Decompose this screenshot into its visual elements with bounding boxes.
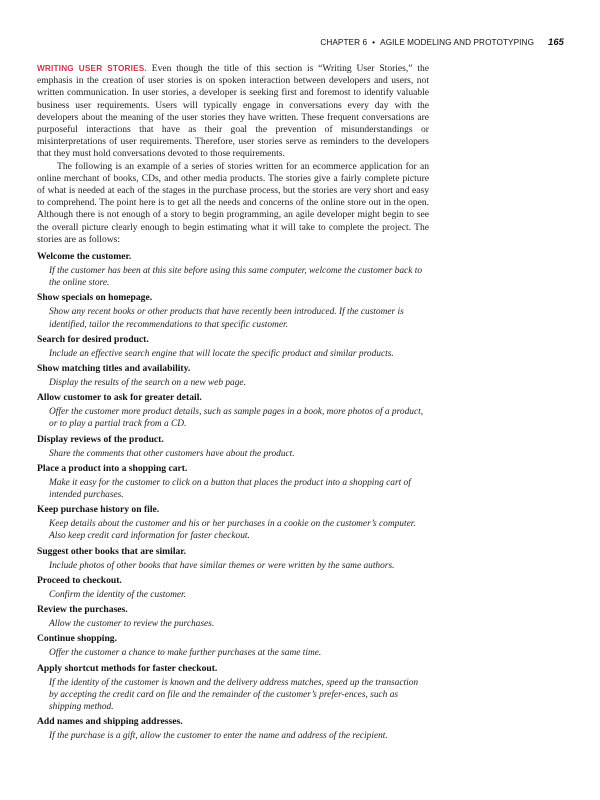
story-title: Proceed to checkout. <box>37 574 122 586</box>
story-description: If the customer has been at this site before using this same computer, welcome the customer back to the online store. <box>49 266 423 289</box>
section-lead-heading: WRITING USER STORIES. <box>37 64 147 73</box>
story-search-product <box>37 334 429 360</box>
story-title: Review the purchases. <box>37 604 128 616</box>
story-greater-detail <box>37 392 429 430</box>
story-description: If the identity of the customer is known and the delivery address matches, speed up the transaction by accepting the credit card on file and the remainder of the customer’s prefer-ences, such as shipping method. <box>49 677 419 712</box>
story-description: Include an effective search engine that will locate the specific product and similar products. <box>49 348 394 359</box>
story-description: Make it easy for the customer to click on a button that places the product into a shopping cart of intended purchases. <box>49 477 411 501</box>
story-description: Share the comments that other customers have about the product. <box>49 448 295 459</box>
user-stories-list <box>37 251 429 742</box>
story-show-specials <box>37 292 429 330</box>
intro-paragraph-1 <box>37 63 429 161</box>
story-title: Place a product into a shopping cart. <box>37 462 188 474</box>
story-description: Display the results of the search on a new web page. <box>49 378 246 389</box>
header-bullet: • <box>372 38 376 47</box>
story-description: Allow the customer to review the purchases. <box>49 619 215 630</box>
story-review-purchases <box>37 604 429 630</box>
story-title: Search for desired product. <box>37 333 149 345</box>
story-description: Keep details about the customer and his or her purchases in a cookie on the customer’s computer. Also keep credit card information for faster checkout. <box>49 519 416 542</box>
story-title: Show matching titles and availability. <box>37 363 191 375</box>
story-show-matching-titles <box>37 363 429 389</box>
story-description: If the purchase is a gift, allow the customer to enter the name and address of the recipient. <box>49 731 388 742</box>
story-title: Apply shortcut methods for faster checkout. <box>37 662 218 674</box>
section-title: AGILE MODELING AND PROTOTYPING <box>380 38 535 47</box>
running-header <box>36 36 564 50</box>
story-title: Welcome the customer. <box>37 251 132 263</box>
chapter-label: CHAPTER 6 <box>320 38 368 47</box>
story-display-reviews <box>37 434 429 460</box>
story-title: Suggest other books that are similar. <box>37 545 187 557</box>
intro-paragraph-2: The following is an example of a series of stories written for an ecommerce application for an online merchant of books, CDs, and other media products. The stories give a fairly complete picture of what is needed at each of the stages in the purchase process, but the stories are very short and easy to comprehend. The point here is to get all the needs and concerns of the online store out in the open. Although there is not enough of a story to begin programming, an agile developer might begin to see the overall picture clearly enough to begin estimating what it will take to complete the project. The stories are as follows: <box>37 160 429 245</box>
intro-paragraph-1-text: Even though the title of this section is “Writing User Stories,” the emphasis in the creation of user stories is on spoken interaction between developers and users, not written communication. In user stories, a developer is seeking first and foremost to identify valuable business user requirements. Users will typically engage in conversations every day with the developers about the meaning of the user stories they have written. These frequent conversations are purposeful interactions that have as their goal the prevention of misunderstandings or misinterpretations of user requirements. Therefore, user stories serve as reminders to the developers that they must hold conversations devoted to those requirements. <box>37 63 429 160</box>
story-suggest-similar <box>37 546 429 572</box>
story-proceed-checkout <box>37 575 429 601</box>
page-body <box>37 63 429 745</box>
story-title: Display reviews of the product. <box>37 433 164 445</box>
story-shortcut-checkout <box>37 663 429 714</box>
story-title: Show specials on homepage. <box>37 292 153 304</box>
story-description: Offer the customer more product details, such as sample pages in a book, more photos of a product, or to play a partial track from a CD. <box>49 407 424 430</box>
story-description: Offer the customer a chance to make further purchases at the same time. <box>49 648 322 659</box>
story-shopping-cart <box>37 463 429 501</box>
story-continue-shopping <box>37 633 429 659</box>
page-number: 165 <box>548 36 564 47</box>
story-description: Include photos of other books that have similar themes or were written by the same authors. <box>49 560 395 571</box>
story-description: Confirm the identity of the customer. <box>49 589 186 600</box>
story-title: Add names and shipping addresses. <box>37 716 183 728</box>
story-title: Allow customer to ask for greater detail. <box>37 392 202 404</box>
story-description: Show any recent books or other products that have recently been introduced. If the customer is identified, tailor the recommendations to that specific customer. <box>49 307 404 330</box>
story-title: Keep purchase history on file. <box>37 504 160 516</box>
story-shipping-addresses <box>37 716 429 742</box>
story-welcome-customer <box>37 251 429 289</box>
story-purchase-history <box>37 504 429 542</box>
story-title: Continue shopping. <box>37 633 117 645</box>
